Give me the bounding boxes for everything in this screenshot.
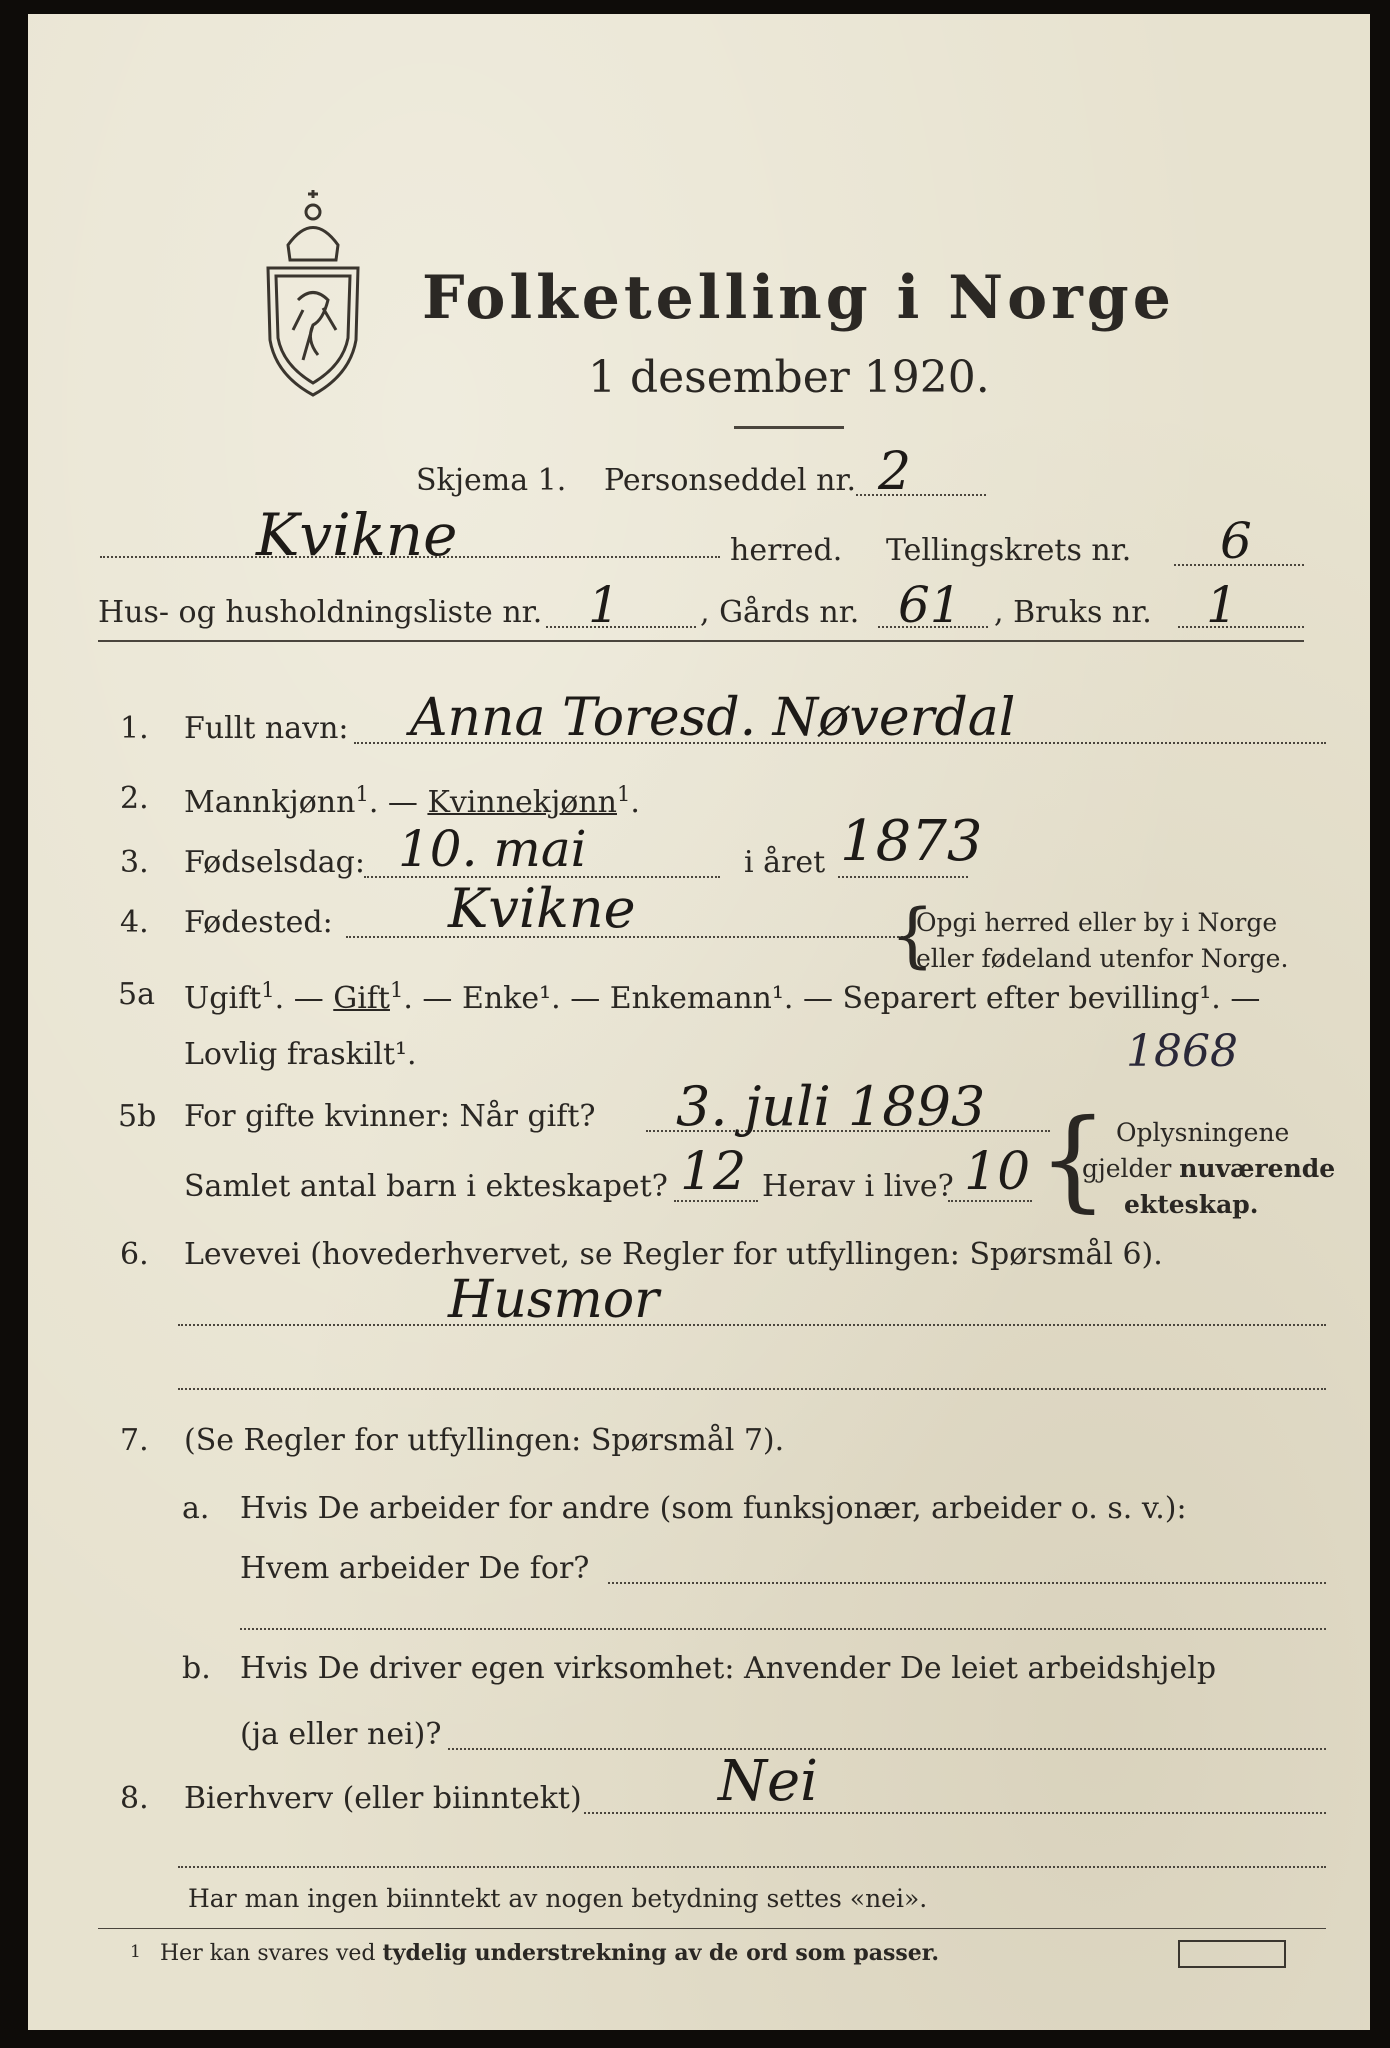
q7b-line-1: Hvis De driver egen virksomhet: Anvender De leiet arbeidshjelp bbox=[240, 1651, 1217, 1686]
title-divider bbox=[734, 426, 844, 429]
q7b-answer-line bbox=[448, 1748, 1326, 1750]
husliste-line bbox=[546, 626, 696, 628]
q2-end: . bbox=[630, 785, 640, 820]
q6-line-2 bbox=[178, 1388, 1326, 1390]
q8-line bbox=[584, 1812, 1326, 1814]
bruks-line bbox=[1178, 626, 1304, 628]
footnote-text-b: tydelig understrekning av de ord som passer. bbox=[382, 1940, 940, 1966]
married-date-value: 3. juli 1893 bbox=[676, 1075, 986, 1138]
tellingskrets-label: Tellingskrets nr. bbox=[886, 533, 1132, 568]
pencil-annotation-1868: 1868 bbox=[1126, 1026, 1238, 1077]
q7a-line-2: Hvem arbeider De for? bbox=[240, 1551, 590, 1586]
q3-year-label: i året bbox=[744, 845, 826, 880]
footer-note: Har man ingen biinntekt av nogen betydning settes «nei». bbox=[188, 1884, 928, 1913]
personseddel-line bbox=[856, 494, 986, 496]
census-form bbox=[28, 14, 1370, 2030]
q5b-note-2 bbox=[1082, 1156, 1335, 1181]
footnote-number: 1 bbox=[130, 1942, 141, 1962]
q4-label: Fødested: bbox=[184, 905, 333, 940]
footer-rule bbox=[98, 1928, 1326, 1929]
header-rule bbox=[98, 640, 1304, 642]
norwegian-coat-of-arms-icon bbox=[258, 190, 368, 400]
q8-line-2 bbox=[178, 1866, 1326, 1868]
q3-year-line bbox=[838, 876, 968, 878]
q1-number: 1. bbox=[120, 711, 149, 746]
q5b-note-1: Oplysningene bbox=[1116, 1118, 1290, 1147]
q5b-number: 5b bbox=[118, 1099, 157, 1134]
q6-label: Levevei (hovederhvervet, se Regler for utfyllingen: Spørsmål 6). bbox=[184, 1237, 1163, 1272]
q6-line-1 bbox=[178, 1324, 1326, 1326]
children-count-value: 12 bbox=[680, 1142, 747, 1202]
q7a-line-1: Hvis De arbeider for andre (som funksjonær, arbeider o. s. v.): bbox=[240, 1491, 1187, 1526]
q5a-line-2: Lovlig fraskilt¹. bbox=[184, 1037, 417, 1072]
q7a-answer-line-2 bbox=[240, 1628, 1326, 1630]
q4-note-2: eller fødeland utenfor Norge. bbox=[916, 944, 1289, 973]
footnote-text bbox=[160, 1942, 939, 1965]
birthplace-value: Kvikne bbox=[448, 877, 636, 940]
census-date: 1 desember 1920. bbox=[588, 352, 990, 403]
kvinnekjonn-option: Kvinnekjønn bbox=[427, 785, 617, 820]
q5b-note-2a: gjelder bbox=[1082, 1154, 1180, 1183]
gards-value: 61 bbox=[898, 576, 962, 634]
husliste-label: Hus- og husholdningsliste nr. bbox=[98, 595, 543, 630]
q4-brace: { bbox=[890, 894, 935, 976]
q5a-separator: . — bbox=[274, 981, 324, 1016]
q5a-sup-2: 1 bbox=[389, 978, 404, 1002]
birth-year-value: 1873 bbox=[840, 809, 983, 874]
secondary-income-value: Nei bbox=[718, 1749, 819, 1814]
q5a-line-1 bbox=[184, 980, 1260, 1014]
q3-number: 3. bbox=[120, 845, 149, 880]
q7b-line-2: (ja eller nei)? bbox=[240, 1717, 442, 1752]
personseddel-label: Personseddel nr. bbox=[604, 463, 857, 498]
alive-count-value: 10 bbox=[964, 1142, 1031, 1202]
q5a-remaining-options: . — Enke¹. — Enkemann¹. — Separert efter bevilling¹. — bbox=[403, 981, 1261, 1016]
ugift-option: Ugift bbox=[184, 981, 262, 1016]
q2-text bbox=[184, 784, 640, 818]
q1-label: Fullt navn: bbox=[184, 711, 349, 746]
bruks-label: , Bruks nr. bbox=[994, 595, 1152, 630]
herred-value: Kvikne bbox=[256, 501, 458, 569]
skjema-label: Skjema 1. bbox=[416, 463, 567, 498]
q7a-letter: a. bbox=[182, 1491, 210, 1526]
mannkjonn-option: Mannkjønn bbox=[184, 785, 356, 820]
husliste-value: 1 bbox=[588, 576, 620, 634]
printer-stamp-icon bbox=[1178, 1940, 1286, 1968]
q7-label: (Se Regler for utfyllingen: Spørsmål 7). bbox=[184, 1423, 785, 1458]
full-name-value: Anna Toresd. Nøverdal bbox=[410, 688, 1016, 748]
q4-number: 4. bbox=[120, 905, 149, 940]
q7b-letter: b. bbox=[182, 1651, 211, 1686]
q2-sup-2: 1 bbox=[616, 782, 631, 806]
occupation-value: Husmor bbox=[448, 1270, 659, 1330]
q7a-answer-line bbox=[608, 1582, 1326, 1584]
q2-number: 2. bbox=[120, 781, 149, 816]
q5b-brace: { bbox=[1038, 1095, 1108, 1223]
form-title: Folketelling i Norge bbox=[422, 263, 1175, 333]
footnote-text-a: Her kan svares ved bbox=[160, 1941, 383, 1966]
herred-label: herred. bbox=[730, 533, 843, 568]
q5b-line-2-label: Samlet antal barn i ekteskapet? bbox=[184, 1169, 668, 1204]
gards-label: , Gårds nr. bbox=[700, 595, 860, 630]
q5a-sup-1: 1 bbox=[261, 978, 275, 1002]
bruks-value: 1 bbox=[1206, 576, 1238, 634]
alive-label: Herav i live? bbox=[762, 1169, 954, 1204]
q8-number: 8. bbox=[120, 1781, 149, 1816]
q8-label: Bierhverv (eller biinntekt) bbox=[184, 1781, 582, 1816]
q7-number: 7. bbox=[120, 1423, 149, 1458]
q2-separator: . — bbox=[368, 785, 418, 820]
q3-label: Fødselsdag: bbox=[184, 845, 365, 880]
q5a-number: 5a bbox=[118, 977, 155, 1012]
q5b-line-1-label: For gifte kvinner: Når gift? bbox=[184, 1099, 596, 1134]
q4-note-1: Opgi herred eller by i Norge bbox=[916, 908, 1278, 937]
gift-option: Gift bbox=[333, 981, 390, 1016]
q5b-note-2b: nuværende bbox=[1179, 1154, 1336, 1183]
q6-number: 6. bbox=[120, 1237, 149, 1272]
q2-sup-1: 1 bbox=[355, 782, 369, 806]
tellingskrets-value: 6 bbox=[1220, 512, 1252, 570]
q5b-note-3: ekteskap. bbox=[1124, 1190, 1259, 1219]
birth-day-value: 10. mai bbox=[398, 820, 587, 878]
personseddel-value: 2 bbox=[878, 442, 912, 502]
